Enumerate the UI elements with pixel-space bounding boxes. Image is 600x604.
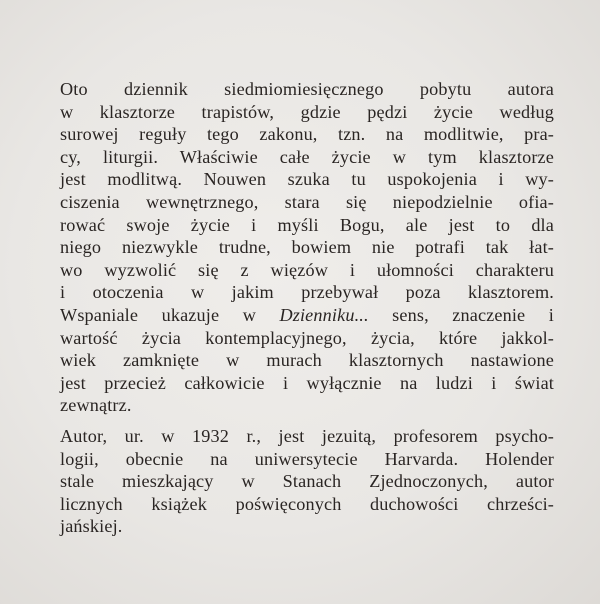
text-line: niego niezwykle trudne, bowiem nie potrafi tak łat- <box>60 237 554 258</box>
text-line: licznych książek poświęconych duchowości chrześci- <box>60 493 554 514</box>
text-line: zewnątrz. <box>60 395 132 416</box>
book-title-italic: Dzienniku... <box>279 304 369 325</box>
paragraph-1 <box>60 78 554 417</box>
text-line: rować swoje życie i myśli Bogu, ale jest to dla <box>60 214 554 235</box>
text-line: jest modlitwą. Nouwen szuka tu uspokojenia i wy- <box>60 169 554 190</box>
text-segment: sens, znaczenie i <box>368 304 554 325</box>
paragraph-2 <box>60 425 554 538</box>
text-line: w klasztorze trapistów, gdzie pędzi życie według <box>60 101 554 122</box>
text-segment: Wspaniale ukazuje w <box>60 304 280 325</box>
text-line: stale mieszkający w Stanach Zjednoczonych, autor <box>60 471 554 492</box>
text-line: surowej reguły tego zakonu, tzn. na modlitwie, pra- <box>60 124 554 145</box>
text-line: jest przecież całkowicie i wyłącznie na ludzi i świat <box>60 372 554 393</box>
text-line: jańskiej. <box>60 516 123 537</box>
text-line: wo wyzwolić się z więzów i ułomności charakteru <box>60 259 554 280</box>
text-line: Oto dziennik siedmiomiesięcznego pobytu autora <box>60 79 554 99</box>
text-line: wartość życia kontemplacyjnego, życia, które jakkol- <box>60 327 554 348</box>
text-line: i otoczenia w jakim przebywał poza klasztorem. <box>60 282 554 303</box>
text-line <box>60 304 554 327</box>
text-line: wiek zamknięte w murach klasztornych nastawione <box>60 350 554 371</box>
paragraph-spacer <box>60 417 554 425</box>
text-line: Autor, ur. w 1932 r., jest jezuitą, profesorem psycho- <box>60 425 554 446</box>
text-line: logii, obecnie na uniwersytecie Harvarda. Holender <box>60 448 554 469</box>
blurb-text <box>60 78 554 538</box>
text-line: cy, liturgii. Właściwie całe życie w tym klasztorze <box>60 146 554 167</box>
text-line: ciszenia wewnętrznego, stara się niepodzielnie ofia- <box>60 191 554 212</box>
